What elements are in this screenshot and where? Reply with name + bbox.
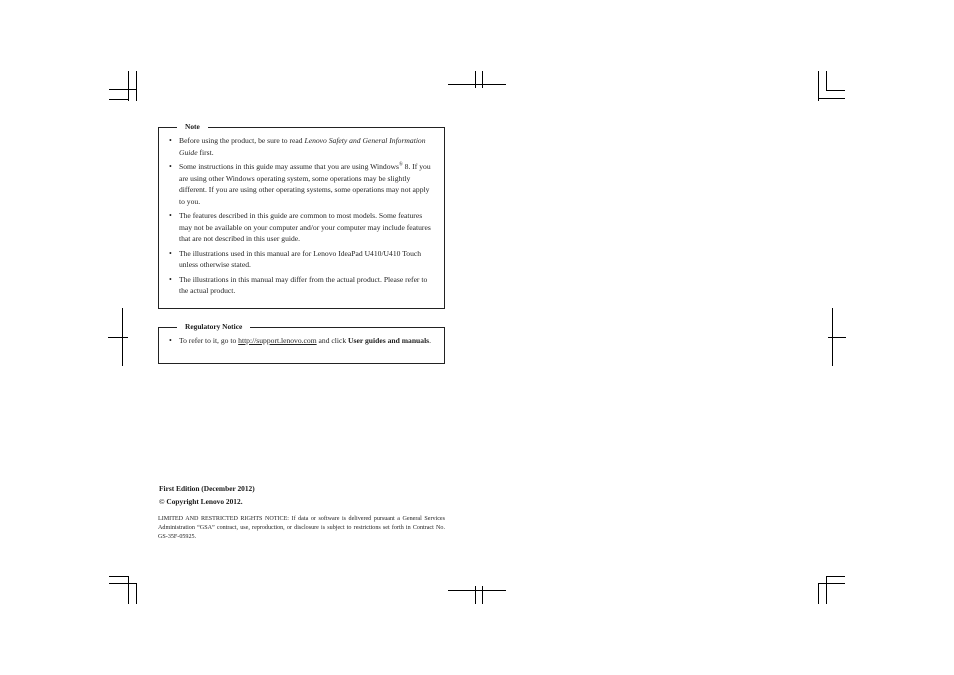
note-item-text: The illustrations used in this manual are for Lenovo IdeaPad U410/U410 Touch unless otherwise stated.	[179, 248, 422, 269]
crop-mark	[818, 98, 845, 99]
crop-mark	[109, 576, 129, 577]
regulatory-list	[159, 335, 432, 347]
crop-mark	[109, 583, 136, 584]
crop-mark	[826, 90, 845, 91]
regulatory-text: and click	[316, 336, 349, 345]
guide-title: Lenovo Safety and General Information Guide	[179, 136, 426, 157]
crop-mark	[482, 586, 483, 604]
copyright-line: © Copyright Lenovo 2012.	[159, 497, 243, 506]
regulatory-text: .	[429, 336, 432, 345]
crop-mark	[109, 89, 137, 90]
crop-mark	[136, 583, 137, 604]
regulatory-box-title: Regulatory Notice	[177, 321, 250, 333]
regulatory-text: To refer to it, go to	[179, 336, 239, 345]
crop-mark	[128, 576, 129, 604]
crop-mark	[448, 84, 506, 85]
crop-mark	[128, 71, 129, 101]
crop-mark	[475, 71, 476, 88]
regulatory-box	[158, 322, 445, 364]
registered-mark: ®	[398, 162, 403, 168]
edition-line: First Edition (December 2012)	[159, 484, 255, 493]
note-item-text: The features described in this guide are common to most models. Some features may not be available on your computer and/or your computer may include features that are not described in this user guide.	[179, 211, 431, 243]
note-box-title: Note	[177, 121, 208, 133]
note-list	[159, 135, 432, 297]
crop-mark	[826, 576, 827, 604]
crop-mark	[818, 71, 819, 101]
crop-mark	[482, 71, 483, 88]
crop-mark	[828, 337, 846, 338]
crop-mark	[108, 337, 128, 338]
note-item-text: first.	[197, 147, 214, 157]
note-item-text: Some instructions in this guide may assume that you are using Windows	[179, 162, 399, 171]
note-item-text: The illustrations in this manual may differ from the actual product. Please refer to the actual product.	[179, 274, 428, 295]
crop-mark	[475, 586, 476, 604]
note-item	[159, 135, 432, 158]
crop-mark	[826, 576, 845, 577]
note-item	[159, 248, 432, 271]
crop-mark	[122, 308, 123, 366]
crop-mark	[448, 590, 506, 591]
crop-mark	[818, 583, 845, 584]
crop-mark	[826, 71, 827, 91]
support-link[interactable]: http://support.lenovo.com	[238, 336, 317, 345]
crop-mark	[832, 308, 833, 366]
note-item	[159, 210, 432, 245]
user-guides-label: User guides and manuals	[348, 336, 430, 345]
note-box	[158, 122, 445, 309]
note-item	[159, 274, 432, 297]
note-item-text: Before using the product, be sure to read	[179, 136, 305, 145]
crop-mark	[109, 99, 129, 100]
rights-notice: LIMITED AND RESTRICTED RIGHTS NOTICE: If data or software is delivered pursuant a General Services Administration “GSA” contract, use, reproduction, or disclosure is subject to restrictions set forth in Contract No. GS-35F-05925.	[158, 516, 445, 540]
crop-mark	[818, 583, 819, 604]
note-item	[159, 161, 432, 207]
note-item-text: 8. If you are using other Windows operating system, some operations may be slightly different. If you are using other operating systems, some operations may not apply to you.	[179, 162, 431, 206]
crop-mark	[136, 71, 137, 101]
regulatory-item	[159, 335, 432, 347]
